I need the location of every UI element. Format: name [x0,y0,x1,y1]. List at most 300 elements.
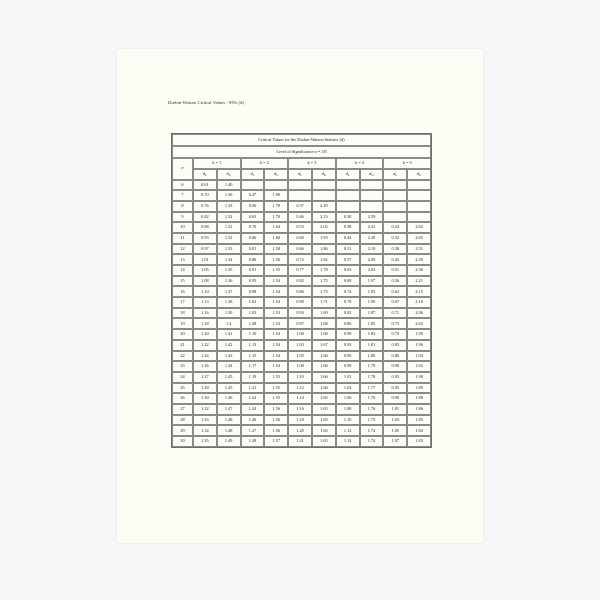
table-cell-value: 0.88 [193,222,217,233]
row-header-n: 19 [172,318,193,329]
table-cell-value: 1.30 [193,393,217,404]
table-cell-value: 1.93 [360,286,384,297]
table-cell-empty [407,212,431,223]
table-row [172,254,431,265]
table-cell-value: 0.56 [383,276,407,287]
table-cell-value: 1.66 [312,372,336,383]
table-cell-value: 2.28 [360,233,384,244]
table-cell-value: 0.70 [241,222,265,233]
kgroup-header-4: k = 4 [336,158,384,169]
table-cell-value: 1.54 [264,329,288,340]
table-cell-value: 1.27 [241,425,265,436]
table-cell-value: 1.90 [360,297,384,308]
table-cell-value: 1.37 [217,286,241,297]
table-cell-value: 1.71 [312,297,336,308]
table-cell-value: 2.82 [407,222,431,233]
table-cell-value: 1.02 [241,297,265,308]
table-cell-value: 1.18 [288,415,312,426]
table-cell-empty [336,180,360,191]
table-cell-value: 0.93 [288,308,312,319]
table-cell-value: 0.90 [336,329,360,340]
table-cell-value: 0.98 [383,393,407,404]
table-cell-value: 1.65 [312,425,336,436]
table-cell-value: 1.38 [217,297,241,308]
table-cell-value: 1.33 [217,244,241,255]
table-cell-value: 1.76 [360,393,384,404]
table-cell-value: 0.98 [241,286,265,297]
table-cell-value: 1.66 [312,383,336,394]
table-cell-value: 1.10 [193,286,217,297]
table-cell-value: 1.54 [264,286,288,297]
table-cell-value: 1.66 [312,361,336,372]
row-header-n: 20 [172,329,193,340]
significance-level: Level of Significance α = .05 [172,146,431,158]
table-cell-value: 0.51 [336,244,360,255]
table-cell-value: 2.06 [407,308,431,319]
table-cell-value: 1.64 [264,222,288,233]
table-cell-value: 1.26 [241,415,265,426]
table-row [172,212,431,223]
table-cell-empty [336,201,360,212]
table-cell-value: 1.56 [264,415,288,426]
table-cell-value: 1.04 [336,383,360,394]
table-row [172,415,431,426]
kgroup-header-2: k = 2 [241,158,289,169]
table-cell-value: 1.78 [264,201,288,212]
row-header-n: 28 [172,415,193,426]
table-cell-value: 0.91 [241,265,265,276]
table-cell-value: 1.14 [288,393,312,404]
column-subheader-dl-5: $d_L$ [383,169,407,180]
table-subheader-row [172,169,431,180]
table-cell-value: 1.57 [264,436,288,447]
table-cell-value: 1.15 [241,351,265,362]
row-header-n: 30 [172,436,193,447]
table-cell-value: 1.45 [217,383,241,394]
table-cell-value: 1.85 [360,318,384,329]
table-cell-value: 1.90 [264,190,288,201]
table-cell-value: 1.32 [217,233,241,244]
table-cell-value: 0.82 [336,308,360,319]
table-cell-empty [383,201,407,212]
table-cell-value: 0.90 [383,361,407,372]
table-cell-value: 1.78 [360,372,384,383]
table-cell-value: 1.05 [193,265,217,276]
table-cell-value: 2.18 [360,244,384,255]
table-cell-value: 0.69 [336,276,360,287]
table-cell-empty [288,190,312,201]
table-row [172,265,431,276]
row-header-n: 27 [172,404,193,415]
table-row [172,425,431,436]
table-cell-value: 1.24 [193,351,217,362]
table-cell-value: 0.77 [288,265,312,276]
table-cell-value: 1.32 [217,212,241,223]
table-cell-value: 1.14 [336,436,360,447]
table-cell-value: 1.33 [217,201,241,212]
table-cell-value: 2.29 [312,201,336,212]
table-cell-value: 1.83 [360,329,384,340]
table-cell-value: 0.79 [383,329,407,340]
table-cell-value: 1.13 [193,297,217,308]
row-header-n: 21 [172,340,193,351]
table-cell-value: 0.82 [288,276,312,287]
row-header-n: 14 [172,265,193,276]
table-cell-value: 0.67 [383,297,407,308]
kgroup-header-1: k = 1 [193,158,241,169]
table-cell-value: 0.86 [288,286,312,297]
table-cell-value: 1.08 [288,361,312,372]
table-cell-value: 0.76 [193,201,217,212]
column-subheader-du-3: $d_U$ [312,169,336,180]
table-cell-value: 1.20 [288,425,312,436]
row-header-n: 26 [172,393,193,404]
table-cell-value: 1.78 [312,265,336,276]
durbin-watson-table-container [171,133,430,448]
table-cell-value: 1.22 [193,340,217,351]
table-cell-value: 0.57 [336,254,360,265]
column-subheader-dl-2: $d_L$ [241,169,265,180]
table-cell-value: 1.36 [217,276,241,287]
table-cell-empty [312,180,336,191]
table-cell-value: 1.16 [193,308,217,319]
table-cell-value: 0.56 [241,201,265,212]
column-subheader-du-5: $d_U$ [407,169,431,180]
table-head [172,134,431,180]
table-cell-value: 1.01 [383,404,407,415]
column-subheader-dl-4: $d_L$ [336,169,360,180]
table-cell-value: 1.40 [217,180,241,191]
table-cell-value: 1.08 [336,404,360,415]
table-cell-value: 1.75 [312,276,336,287]
table-cell-value: 1.33 [193,415,217,426]
table-cell-value: 2.21 [407,276,431,287]
table-cell-value: 1.88 [407,393,431,404]
table-cell-value: 1.81 [360,340,384,351]
table-cell-value: 1.56 [264,254,288,265]
table-cell-value: 2.02 [312,222,336,233]
table-cell-value: 1.07 [383,436,407,447]
table-cell-empty [383,190,407,201]
table-caption-row [172,134,431,146]
table-cell-value: 1.08 [193,276,217,287]
table-cell-value: 1.48 [217,425,241,436]
table-cell-value: 1.46 [217,393,241,404]
table-cell-value: 1.47 [217,404,241,415]
table-cell-value: 1.77 [360,383,384,394]
table-cell-value: 1.74 [360,436,384,447]
table-cell-value: 0.66 [288,244,312,255]
table-significance-row [172,146,431,158]
table-cell-value: 1.36 [217,190,241,201]
table-cell-value: 0.78 [336,297,360,308]
table-cell-value: 1.10 [288,372,312,383]
table-cell-value: 1.56 [264,404,288,415]
table-cell-value: 0.60 [288,233,312,244]
row-header-n: 8 [172,201,193,212]
table-cell-value: 1.65 [312,404,336,415]
table-cell-value: 1.4 [217,318,241,329]
row-header-n: 11 [172,233,193,244]
table-cell-value: 1.19 [241,372,265,383]
table-cell-value: 1.60 [264,233,288,244]
table-cell-value: 0.74 [336,286,360,297]
table-cell-value: 1.74 [360,425,384,436]
table-cell-value: 1.76 [360,404,384,415]
table-cell-value: 1.34 [217,254,241,265]
table-cell-value: 1.32 [217,222,241,233]
table-row [172,190,431,201]
table-cell-value: 1.08 [241,318,265,329]
row-header-n: 7 [172,190,193,201]
table-cell-empty [383,212,407,223]
table-cell-value: 1.12 [336,425,360,436]
table-row [172,329,431,340]
table-row [172,180,431,191]
table-cell-value: 1.56 [264,425,288,436]
table-cell-value: 1.55 [264,383,288,394]
table-row [172,436,431,447]
row-header-n: 9 [172,212,193,223]
table-cell-empty [241,180,265,191]
table-cell-value: 1.53 [264,318,288,329]
table-cell-value: 2.30 [407,265,431,276]
table-cell-value: 1.27 [193,372,217,383]
table-cell-value: 1.55 [264,372,288,383]
row-header-n: 13 [172,254,193,265]
table-cell-empty [312,190,336,201]
table-cell-value: 1.80 [360,351,384,362]
table-cell-value: 1.65 [312,415,336,426]
table-cell-value: 0.66 [241,233,265,244]
row-header-n: 23 [172,361,193,372]
row-header-n: 16 [172,286,193,297]
row-header-n: 29 [172,425,193,436]
column-header-n: n [172,158,193,180]
table-cell-value: 0.72 [288,254,312,265]
table-caption: Critical Values for the Durbin-Watson Statistic (d) [172,134,431,146]
table-cell-value: 0.62 [383,286,407,297]
table-row [172,361,431,372]
table-cell-value: 1.68 [312,318,336,329]
table-cell-value: 1.96 [407,340,431,351]
table-cell-value: 1.10 [336,415,360,426]
table-cell-value: 1.58 [264,244,288,255]
table-cell-value: 1.17 [241,361,265,372]
table-cell-empty [360,180,384,191]
table-kgroup-row [172,158,431,169]
row-header-n: 6 [172,180,193,191]
table-cell-value: 1.43 [217,351,241,362]
table-cell-value: 0.53 [288,222,312,233]
table-cell-empty [407,201,431,212]
table-cell-value: 1.05 [383,425,407,436]
table-cell-value: 1.67 [312,340,336,351]
table-cell-value: 0.63 [241,212,265,223]
table-cell-value: 1.05 [241,308,265,319]
column-subheader-du-2: $d_U$ [264,169,288,180]
column-subheader-dl-1: $d_L$ [193,169,217,180]
table-cell-value: 1.01 [336,372,360,383]
row-header-n: 15 [172,276,193,287]
table-cell-value: 0.47 [241,190,265,201]
table-row [172,318,431,329]
table-row [172,297,431,308]
table-row [172,404,431,415]
table-cell-value: 0.32 [383,233,407,244]
table-cell-value: 1.79 [360,361,384,372]
table-cell-value: 1.13 [241,340,265,351]
table-cell-value: 1.92 [407,361,431,372]
table-cell-value: 1.21 [288,436,312,447]
table-cell-value: 2.15 [407,286,431,297]
table-cell-value: 0.71 [383,308,407,319]
column-subheader-du-4: $d_U$ [360,169,384,180]
table-cell-value: 1.55 [264,393,288,404]
table-cell-value: 1.28 [241,436,265,447]
table-cell-value: 1.54 [264,351,288,362]
table-cell-value: 1.32 [193,404,217,415]
table-cell-value: 0.86 [241,254,265,265]
table-cell-value: 1.85 [407,415,431,426]
table-row [172,308,431,319]
poster-paper [117,49,483,543]
table-cell-value: 1.97 [360,276,384,287]
table-row [172,244,431,255]
table-cell-value: 0.93 [336,340,360,351]
table-cell-value: 1.55 [264,265,288,276]
table-cell-empty [336,190,360,201]
table-cell-value: 2.10 [407,297,431,308]
table-cell-value: 1.35 [217,265,241,276]
table-cell-value: 2.03 [360,265,384,276]
table-cell-value: 1.34 [193,425,217,436]
table-cell-value: 1.73 [312,286,336,297]
table-cell-value: 1.03 [383,415,407,426]
table-cell-value: 1.54 [264,276,288,287]
table-cell-value: 1.93 [312,233,336,244]
table-cell-empty [360,190,384,201]
table-row [172,286,431,297]
row-header-n: 17 [172,297,193,308]
table-cell-value: 1.41 [217,329,241,340]
table-cell-value: 1.21 [241,383,265,394]
table-cell-value: 0.75 [383,318,407,329]
table-cell-value: 1.00 [288,329,312,340]
table-cell-value: 1.65 [312,436,336,447]
table-cell-value: 0.82 [193,212,217,223]
table-cell-value: 1.66 [312,351,336,362]
table-cell-value: 0.93 [383,372,407,383]
table-cell-value: 0.95 [241,276,265,287]
table-cell-value: 1.89 [407,383,431,394]
table-cell-value: 2.59 [360,212,384,223]
table-cell-value: 0.99 [336,361,360,372]
table-cell-value: 1.83 [407,436,431,447]
row-header-n: 24 [172,372,193,383]
table-cell-value: 1.86 [407,404,431,415]
table-cell-value: 1.29 [193,383,217,394]
table-cell-empty [264,180,288,191]
table-cell-value: 0.83 [383,340,407,351]
table-cell-value: 1.10 [241,329,265,340]
table-cell-value: 1.75 [360,415,384,426]
table-cell-value: 1.87 [360,308,384,319]
table-cell-value: 1.18 [193,318,217,329]
table-cell-value: 1.35 [193,436,217,447]
table-cell-value: 1.49 [217,436,241,447]
table-row [172,201,431,212]
kgroup-header-3: k = 3 [288,158,336,169]
table-cell-value: 2.51 [407,244,431,255]
table-cell-value: 0.97 [193,244,217,255]
table-cell-value: 0.37 [288,201,312,212]
table-cell-value: 0.81 [241,244,265,255]
column-subheader-du-1: $d_U$ [217,169,241,180]
table-cell-value: 0.24 [383,222,407,233]
table-row [172,340,431,351]
table-cell-value: 1.48 [217,415,241,426]
table-cell-value: 1.53 [264,308,288,319]
table-body [172,180,431,447]
table-cell-value: 1.68 [312,329,336,340]
page-title: Durbin-Watson Critical Values - 95% (d) [168,100,244,105]
row-header-n: 10 [172,222,193,233]
table-cell-value: 1.39 [217,308,241,319]
table-cell-value: 1.84 [407,425,431,436]
table-cell-value: 1.54 [264,297,288,308]
table-cell-value: 0.61 [193,180,217,191]
table-row [172,222,431,233]
table-cell-value: 1.90 [407,372,431,383]
table-cell-value: 0.96 [336,351,360,362]
table-cell-value: 0.30 [336,212,360,223]
table-cell-value: 1.70 [264,212,288,223]
table-cell-value: 0.97 [288,318,312,329]
table-cell-value: 1.82 [312,254,336,265]
table-cell-value: 0.93 [193,233,217,244]
table-row [172,351,431,362]
table-cell-value: 0.86 [336,318,360,329]
table-cell-value: 1.42 [217,340,241,351]
table-cell-value: 1.69 [312,308,336,319]
table-cell-value: 1.01 [193,254,217,265]
table-cell-value: 1.45 [217,372,241,383]
table-cell-value: 1.06 [336,393,360,404]
table-cell-value: 0.38 [383,244,407,255]
table-row [172,276,431,287]
column-subheader-dl-3: $d_L$ [288,169,312,180]
table-cell-value: 1.24 [241,404,265,415]
table-cell-value: 1.20 [193,329,217,340]
table-cell-value: 0.38 [336,222,360,233]
table-cell-value: 1.26 [193,361,217,372]
table-cell-value: 0.45 [383,254,407,265]
table-row [172,393,431,404]
row-header-n: 22 [172,351,193,362]
table-cell-value: 1.65 [312,393,336,404]
row-header-n: 18 [172,308,193,319]
table-cell-value: 1.99 [407,329,431,340]
table-cell-value: 2.39 [407,254,431,265]
table-cell-value: 2.65 [407,233,431,244]
durbin-watson-table [171,133,432,448]
table-cell-value: 0.46 [288,212,312,223]
table-cell-value: 0.86 [383,351,407,362]
table-row [172,233,431,244]
table-cell-empty [407,190,431,201]
row-header-n: 25 [172,383,193,394]
